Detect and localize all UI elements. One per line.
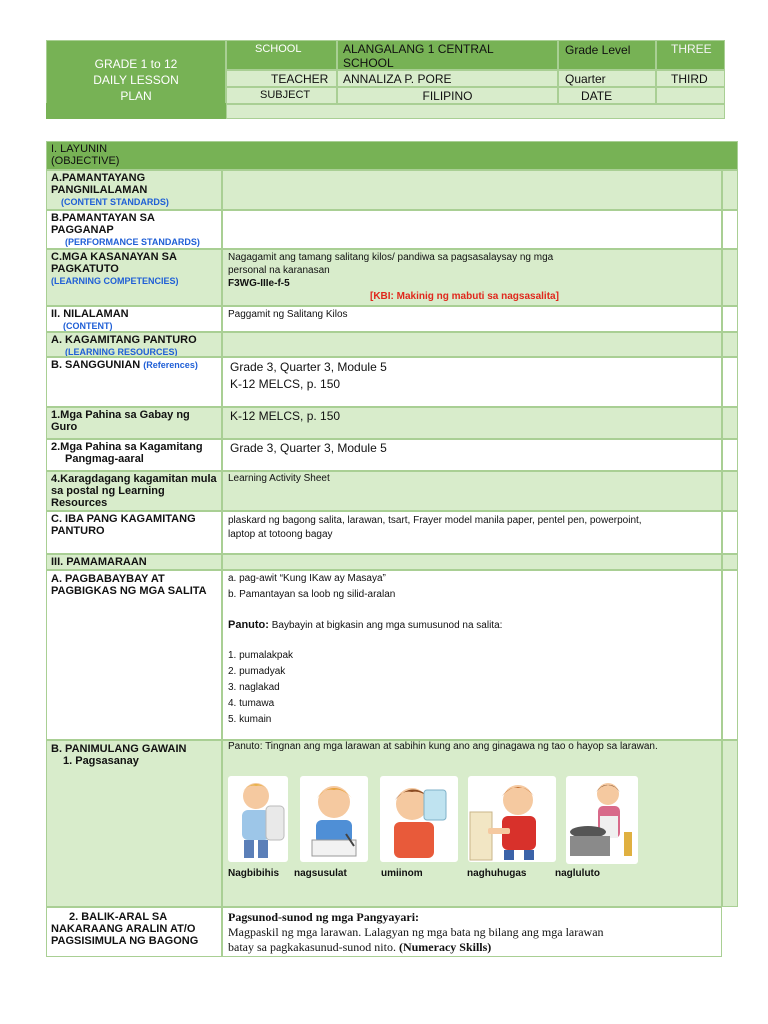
learner-material-label — [46, 439, 222, 471]
competency-code: F3WG-IIIe-f-5 — [228, 278, 290, 289]
grade-value-cell — [656, 40, 725, 70]
school-value-2: SCHOOL — [343, 56, 394, 70]
school-label: SCHOOL — [255, 43, 302, 55]
competencies-edge — [722, 249, 738, 306]
review-line-1: Magpaskil ng mga larawan. Lalagyan ng mga bata ng bilang ang mga larawan — [228, 925, 604, 939]
references-title: B. SANGGUNIAN — [51, 359, 141, 371]
learner-material-title: 2.Mga Pahina sa Kagamitang — [51, 441, 203, 453]
content-standards-label — [46, 170, 222, 210]
spelling-edge — [722, 570, 738, 740]
intro-activity-edge — [722, 740, 738, 907]
review-heading: Pagsunod-sunod ng mga Pangyayari: — [228, 910, 420, 924]
performance-standards-value — [222, 210, 722, 249]
header-title-line-2: DAILY LESSON — [93, 73, 179, 87]
procedure-label — [46, 554, 222, 570]
resources-title: A. KAGAMITANG PANTURO — [51, 334, 197, 346]
subject-label-cell — [226, 87, 337, 104]
date-value-cell — [656, 87, 725, 104]
school-label-cell — [226, 40, 337, 70]
review-title-2: NAKARAANG ARALIN AT/O — [51, 923, 196, 935]
content-title: II. NILALAMAN — [51, 308, 129, 320]
subject-value-cell — [337, 87, 558, 104]
references-text-2: K-12 MELCS, p. 150 — [230, 377, 341, 391]
intro-activity-label — [46, 740, 222, 907]
references-label — [46, 357, 222, 407]
intro-activity-title: B. PANIMULANG GAWAIN — [51, 743, 187, 755]
other-resources-text-1: plaskard ng bagong salita, larawan, tsart, Frayer model manila paper, pentel pen, powerpoint, — [228, 515, 642, 526]
competencies-sub: (LEARNING COMPETENCIES) — [51, 276, 179, 286]
references-value — [222, 357, 722, 407]
caption-cooking: nagluluto — [555, 868, 600, 879]
competencies-text-2: personal na karanasan — [228, 265, 330, 276]
header-title-bottom — [46, 103, 226, 119]
other-resources-value — [222, 511, 722, 554]
competencies-value — [222, 249, 722, 306]
intro-panuto: Panuto: Tingnan ang mga larawan at sabihin kung ano ang ginagawa ng tao o hayop sa larawan. — [228, 741, 658, 752]
teacher-value-cell — [337, 70, 558, 87]
spelling-panuto-text: Baybayin at bigkasin ang mga sumusunod na salita: — [268, 620, 503, 631]
performance-standards-title-2: PAGGANAP — [51, 224, 114, 236]
quarter-label: Quarter — [565, 72, 606, 86]
header-title-line-3: PLAN — [120, 89, 152, 103]
other-resources-title-2: PANTURO — [51, 525, 105, 537]
other-resources-text-2: laptop at totoong bagay — [228, 529, 333, 540]
teacher-guide-edge — [722, 407, 738, 439]
teacher-label-cell — [226, 70, 337, 87]
caption-dressing: Nagbibihis — [228, 868, 280, 879]
grade-value: THREE — [671, 42, 712, 56]
resources-value — [222, 332, 722, 357]
resources-sub: (LEARNING RESOURCES) — [65, 347, 178, 357]
date-label: DATE — [581, 89, 613, 103]
other-resources-title: C. IBA PANG KAGAMITANG — [51, 513, 196, 525]
caption-washing: naghuhugas — [467, 868, 527, 879]
teacher-value: ANNALIZA P. PORE — [343, 72, 452, 86]
resources-label — [46, 332, 222, 357]
school-value-cell — [337, 40, 558, 70]
header-title-line-1: GRADE 1 to 12 — [94, 57, 178, 71]
learner-material-title-2: Pangmag-aaral — [65, 453, 144, 465]
objective-header-row — [46, 141, 738, 170]
word-item-3: 3. naglakad — [228, 682, 280, 693]
quarter-label-cell — [558, 70, 656, 87]
quarter-value-cell — [656, 70, 725, 87]
subject-label: SUBJECT — [260, 89, 311, 101]
competencies-title-2: PAGKATUTO — [51, 263, 119, 275]
procedure-title: III. PAMAMARAAN — [51, 556, 147, 568]
references-sub: (References) — [143, 360, 198, 370]
writing-child-image — [300, 776, 368, 862]
procedure-value — [222, 554, 722, 570]
date-label-cell — [558, 87, 656, 104]
procedure-edge — [722, 554, 738, 570]
grade-label: Grade Level — [565, 43, 631, 57]
washing-child-image — [468, 776, 556, 862]
spelling-item-b: b. Pamantayan sa loob ng silid-aralan — [228, 589, 396, 600]
word-item-5: 5. kumain — [228, 714, 272, 725]
spelling-item-a: a. pag-awit “Kung IKaw ay Masaya” — [228, 573, 386, 584]
caption-writing: nagsusulat — [294, 868, 347, 879]
other-resources-edge — [722, 511, 738, 554]
performance-standards-sub: (PERFORMANCE STANDARDS) — [65, 237, 200, 247]
review-title-3: PAGSISIMULA NG BAGONG — [51, 935, 199, 947]
competencies-text-1: Nagagamit ang tamang salitang kilos/ pandiwa sa pagsasalaysay ng mga — [228, 252, 554, 263]
spelling-title-2: PAGBIGKAS NG MGA SALITA — [51, 585, 207, 597]
spelling-panuto-label: Panuto: — [228, 619, 269, 631]
teacher-guide-text: K-12 MELCS, p. 150 — [230, 409, 341, 423]
teacher-guide-value — [222, 407, 722, 439]
content-standards-sub: (CONTENT STANDARDS) — [61, 197, 169, 207]
content-standards-title: A.PAMANTAYANG — [51, 172, 146, 184]
teacher-guide-title: 1.Mga Pahina sa Gabay ng — [51, 409, 190, 421]
competencies-label — [46, 249, 222, 306]
additional-materials-label — [46, 471, 222, 511]
cooking-woman-image — [566, 776, 638, 864]
review-title: 2. BALIK-ARAL SA — [69, 911, 168, 923]
content-text: Paggamit ng Salitang Kilos — [228, 309, 348, 320]
learner-material-text: Grade 3, Quarter 3, Module 5 — [230, 441, 387, 455]
spelling-title: A. PAGBABAYBAY AT — [51, 573, 165, 585]
performance-standards-title: B.PAMANTAYAN SA — [51, 212, 155, 224]
teacher-guide-label — [46, 407, 222, 439]
subject-value: FILIPINO — [422, 89, 473, 103]
content-standards-edge — [722, 170, 738, 210]
teacher-guide-title-2: Guro — [51, 421, 78, 433]
numeracy-skills-label: (Numeracy Skills) — [398, 940, 492, 954]
references-text-1: Grade 3, Quarter 3, Module 5 — [230, 360, 387, 374]
competencies-title: C.MGA KASANAYAN SA — [51, 251, 177, 263]
additional-materials-title-2: sa postal ng Learning — [51, 485, 165, 497]
additional-materials-value — [222, 471, 722, 511]
header-blank-cell — [226, 104, 725, 119]
content-standards-value — [222, 170, 722, 210]
content-edge — [722, 306, 738, 332]
intro-activity-subtitle: 1. Pagsasanay — [63, 755, 139, 767]
content-value — [222, 306, 722, 332]
kbi-note: [KBI: Makinig ng mabuti sa nagsasalita] — [370, 291, 559, 302]
spelling-value — [222, 570, 722, 740]
other-resources-label — [46, 511, 222, 554]
references-edge — [722, 357, 738, 407]
content-standards-title-2: PANGNILALAMAN — [51, 184, 148, 196]
additional-materials-edge — [722, 471, 738, 511]
additional-materials-title: 4.Karagdagang kagamitan mula — [51, 473, 217, 485]
caption-drinking: umiinom — [381, 868, 423, 879]
quarter-value: THIRD — [671, 72, 708, 86]
learner-material-value — [222, 439, 722, 471]
learner-material-edge — [722, 439, 738, 471]
performance-standards-label — [46, 210, 222, 249]
school-value-1: ALANGALANG 1 CENTRAL — [343, 42, 494, 56]
grade-label-cell — [558, 40, 656, 70]
content-label — [46, 306, 222, 332]
dressing-child-image — [228, 776, 288, 862]
content-sub: (CONTENT) — [63, 321, 113, 331]
word-item-2: 2. pumadyak — [228, 666, 286, 677]
review-value — [222, 907, 722, 957]
objective-title: I. LAYUNIN — [51, 143, 108, 155]
word-item-1: 1. pumalakpak — [228, 650, 294, 661]
review-line-2: batay sa pagkakasunud-sunod nito. — [228, 940, 399, 954]
spelling-label — [46, 570, 222, 740]
word-item-4: 4. tumawa — [228, 698, 275, 709]
additional-materials-text: Learning Activity Sheet — [228, 473, 330, 484]
objective-subtitle: (OBJECTIVE) — [51, 155, 120, 167]
performance-standards-edge — [722, 210, 738, 249]
teacher-label: TEACHER — [271, 72, 329, 86]
drinking-child-image — [380, 776, 458, 862]
review-label — [46, 907, 222, 957]
additional-materials-title-3: Resources — [51, 497, 108, 509]
resources-edge — [722, 332, 738, 357]
